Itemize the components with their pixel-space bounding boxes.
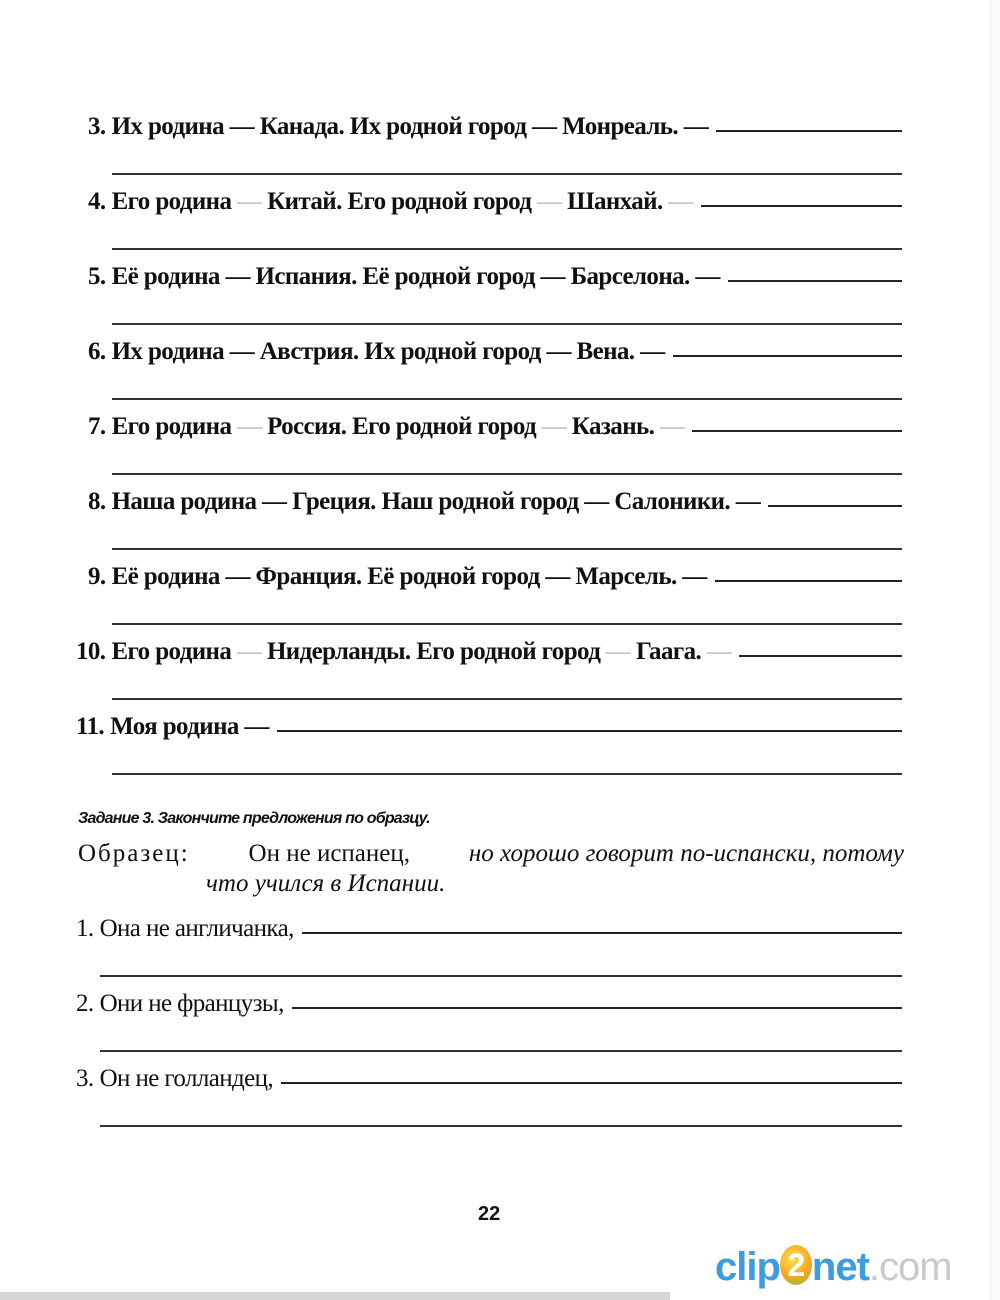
- item-text: Их родина — Канада. Их родной город — Монреаль. —: [111, 113, 709, 140]
- answer-line[interactable]: [112, 248, 902, 250]
- sample-italic-1: но хорошо говорит по-испански, потому: [468, 840, 904, 867]
- watermark-clip: clip: [715, 1245, 780, 1289]
- sample-italic-2: что учился в Испании.: [206, 870, 446, 897]
- exercise-item: [76, 638, 902, 666]
- item-text: Его родина — Россия. Его родной город — Казань. —: [111, 413, 685, 440]
- answer-line[interactable]: [112, 173, 902, 175]
- item-text: Её родина — Франция. Её родной город — Марсель. —: [111, 563, 707, 590]
- answer-blank[interactable]: [281, 1082, 902, 1084]
- answer-blank[interactable]: [768, 505, 902, 507]
- answer-line[interactable]: [112, 473, 902, 475]
- answer-blank[interactable]: [302, 932, 902, 934]
- item-number: 4.: [88, 188, 106, 215]
- answer-line[interactable]: [112, 323, 902, 325]
- horizontal-scrollbar[interactable]: [0, 1292, 670, 1300]
- item-number: 6.: [88, 338, 106, 365]
- sample-label: Образец:: [78, 840, 190, 867]
- item-number: 9.: [88, 563, 106, 590]
- item-number: 8.: [88, 488, 106, 515]
- answer-blank[interactable]: [716, 130, 902, 132]
- item-number: 5.: [88, 263, 106, 290]
- answer-line[interactable]: [112, 773, 902, 775]
- answer-blank[interactable]: [673, 355, 903, 357]
- task-3-title: Задание 3. Закончите предложения по образцу.: [78, 810, 430, 827]
- answer-line[interactable]: [100, 1050, 902, 1052]
- answer-blank[interactable]: [739, 655, 902, 657]
- sample-block: [78, 840, 904, 898]
- sample-plain: Он не испанец,: [248, 840, 411, 867]
- item-number: 7.: [88, 413, 106, 440]
- exercise-item: [88, 413, 902, 441]
- answer-line[interactable]: [112, 698, 902, 700]
- exercise-item: [88, 188, 902, 216]
- answer-blank[interactable]: [692, 430, 902, 432]
- exercise-item: [76, 713, 902, 741]
- item-number: 2.: [76, 990, 94, 1017]
- exercise-3-item: [76, 990, 902, 1018]
- watermark-net: net: [811, 1245, 869, 1289]
- answer-line[interactable]: [100, 1125, 902, 1127]
- answer-line[interactable]: [112, 398, 902, 400]
- item-number: 11.: [76, 713, 105, 740]
- exercise-item: [88, 113, 902, 141]
- exercise-item: [88, 338, 902, 366]
- item-number: 10.: [76, 638, 106, 665]
- answer-blank[interactable]: [292, 1007, 902, 1009]
- item-text: Его родина — Китай. Его родной город — Шанхай. —: [111, 188, 693, 215]
- watermark-com: .com: [868, 1245, 952, 1289]
- answer-line[interactable]: [112, 548, 902, 550]
- answer-blank[interactable]: [728, 280, 902, 282]
- page-edge: [990, 0, 1000, 1300]
- exercise-3-item: [76, 1065, 902, 1093]
- clip2net-watermark: [715, 1245, 952, 1290]
- answer-blank[interactable]: [277, 730, 902, 732]
- item-text: Они не французы,: [99, 990, 284, 1017]
- answer-line[interactable]: [100, 975, 902, 977]
- item-number: 3.: [88, 113, 106, 140]
- item-number: 3.: [76, 1065, 94, 1092]
- answer-blank[interactable]: [701, 205, 902, 207]
- answer-line[interactable]: [112, 623, 902, 625]
- item-text: Наша родина — Греция. Наш родной город — Салоники. —: [111, 488, 761, 515]
- item-text: Их родина — Австрия. Их родной город — Вена. —: [111, 338, 665, 365]
- item-number: 1.: [76, 915, 94, 942]
- item-text: Моя родина —: [110, 713, 269, 740]
- item-text: Его родина — Нидерланды. Его родной город — Гаага. —: [111, 638, 732, 665]
- answer-blank[interactable]: [715, 580, 902, 582]
- item-text: Её родина — Испания. Её родной город — Барселона. —: [111, 263, 720, 290]
- exercise-item: [88, 488, 902, 516]
- exercise-3-item: [76, 915, 902, 943]
- watermark-logo-icon: 2: [780, 1245, 812, 1285]
- exercise-item: [88, 563, 902, 591]
- page-number: 22: [478, 1203, 501, 1225]
- item-text: Он не голландец,: [99, 1065, 274, 1092]
- item-text: Она не англичанка,: [99, 915, 294, 942]
- exercise-item: [88, 263, 902, 291]
